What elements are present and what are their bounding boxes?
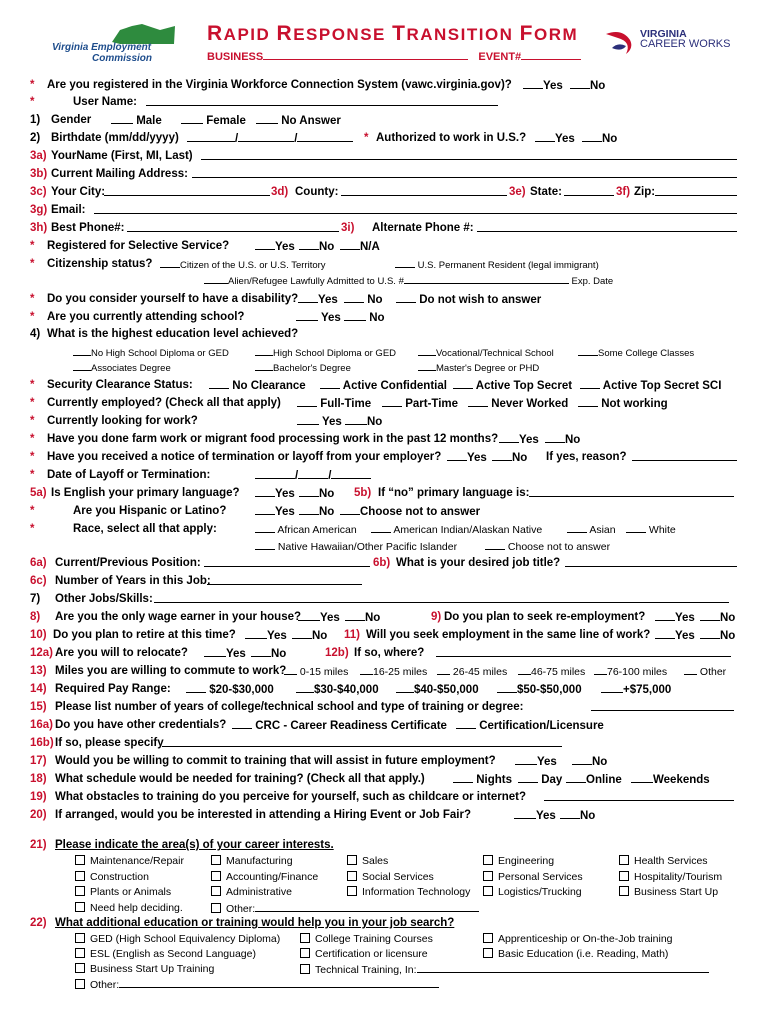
- commute-option[interactable]: 46-75 miles: [518, 663, 585, 680]
- q-number: 5a): [30, 487, 47, 499]
- wage-yes[interactable]: Yes: [298, 609, 340, 626]
- specify-label: If so, please specify: [55, 737, 164, 749]
- hispanic-no[interactable]: No: [299, 503, 334, 520]
- relocate-yes[interactable]: Yes: [204, 645, 246, 662]
- training-checkbox[interactable]: Other:: [75, 976, 439, 993]
- schedule-option[interactable]: Day: [518, 771, 562, 788]
- zip-field[interactable]: [655, 184, 737, 196]
- sameline-no[interactable]: No: [700, 627, 735, 644]
- q-number: 13): [30, 665, 47, 677]
- q-number: 12b): [325, 647, 349, 659]
- hispanic-choose-not[interactable]: Choose not to answer: [340, 503, 480, 520]
- reemploy-no[interactable]: No: [700, 609, 735, 626]
- reason-label: If yes, reason?: [546, 451, 627, 463]
- username-label: User Name:: [73, 96, 137, 108]
- training-checkbox[interactable]: College Training Courses: [300, 931, 433, 947]
- edu-option[interactable]: Bachelor's Degree: [255, 359, 351, 377]
- clearance-option[interactable]: Active Confidential: [320, 377, 447, 394]
- q-number: 16a): [30, 719, 54, 731]
- employed-option[interactable]: Never Worked: [468, 395, 568, 412]
- reason-field[interactable]: [632, 449, 737, 461]
- desired-field[interactable]: [565, 555, 737, 567]
- area-checkbox[interactable]: Maintenance/Repair: [75, 853, 184, 869]
- best-phone-label: Best Phone#:: [51, 222, 125, 234]
- pay-label: Required Pay Range:: [55, 683, 171, 695]
- disability-not-wish[interactable]: Do not wish to answer: [396, 291, 541, 308]
- required-star: *: [30, 397, 35, 409]
- disability-label: Do you consider yourself to have a disability?: [47, 293, 299, 305]
- interests-label: Please indicate the area(s) of your career interests.: [55, 839, 334, 851]
- where-field[interactable]: [436, 645, 731, 657]
- area-checkbox[interactable]: Plants or Animals: [75, 884, 171, 900]
- selective-yes[interactable]: Yes: [255, 238, 295, 255]
- username-field[interactable]: [146, 94, 498, 106]
- years-label: Number of Years in this Job:: [55, 575, 211, 587]
- commute-option[interactable]: 16-25 miles: [360, 663, 427, 680]
- county-field[interactable]: [341, 184, 507, 196]
- schedule-option[interactable]: Nights: [453, 771, 512, 788]
- disability-no[interactable]: No: [344, 291, 383, 308]
- q-number: 9): [431, 611, 442, 623]
- looking-no[interactable]: No: [345, 413, 382, 430]
- area-checkbox[interactable]: Engineering: [483, 853, 554, 869]
- commute-option[interactable]: Other: [684, 663, 726, 680]
- training-checkbox[interactable]: Basic Education (i.e. Reading, Math): [483, 946, 668, 962]
- english-label: Is English your primary language?: [51, 487, 240, 499]
- pay-option[interactable]: +$75,000: [601, 681, 671, 698]
- required-star: *: [30, 415, 35, 427]
- race-label: Race, select all that apply:: [73, 523, 217, 535]
- alt-phone-field[interactable]: [477, 220, 737, 232]
- required-star: *: [30, 311, 35, 323]
- registered-no[interactable]: No: [570, 77, 605, 94]
- attending-no[interactable]: No: [344, 309, 385, 326]
- q-number: 7): [30, 593, 41, 605]
- area-checkbox[interactable]: Accounting/Finance: [211, 869, 318, 885]
- area-checkbox[interactable]: Personal Services: [483, 869, 583, 885]
- q-number: 8): [30, 611, 41, 623]
- business-field[interactable]: [263, 49, 468, 60]
- farm-label: Have you done farm work or migrant food processing work in the past 12 months?: [47, 433, 499, 445]
- county-label: County:: [295, 186, 339, 198]
- training-checkbox[interactable]: Certification or licensure: [300, 946, 428, 962]
- email-label: Email:: [51, 204, 86, 216]
- required-star: *: [30, 293, 35, 305]
- english-yes[interactable]: Yes: [255, 485, 295, 502]
- birthdate-field[interactable]: / /: [187, 130, 353, 147]
- race-option[interactable]: African American: [255, 521, 357, 538]
- gender-female[interactable]: Female: [181, 112, 246, 129]
- clearance-option[interactable]: Active Top Secret SCI: [580, 377, 721, 394]
- required-star: *: [30, 433, 35, 445]
- where-label: If so, where?: [354, 647, 425, 659]
- employed-option[interactable]: Full-Time: [297, 395, 371, 412]
- notice-yes[interactable]: Yes: [447, 449, 487, 466]
- english-no[interactable]: No: [299, 485, 334, 502]
- zip-label: Zip:: [634, 186, 656, 198]
- position-field[interactable]: [204, 555, 370, 567]
- commit-label: Would you be willing to commit to training that will assist in future employment?: [55, 755, 496, 767]
- area-checkbox[interactable]: Other:: [211, 900, 479, 917]
- q-number: 12a): [30, 647, 54, 659]
- schedule-option[interactable]: Weekends: [631, 771, 710, 788]
- best-phone-field[interactable]: [127, 220, 339, 232]
- gender-male[interactable]: Male: [111, 112, 162, 129]
- obstacles-label: What obstacles to training do you perceive for yourself, such as childcare or internet?: [55, 791, 526, 803]
- authorized-yes[interactable]: Yes: [535, 130, 575, 147]
- q-number: 3c): [30, 186, 47, 198]
- alt-phone-label: Alternate Phone #:: [372, 222, 474, 234]
- disability-yes[interactable]: Yes: [298, 291, 338, 308]
- form-title: RAPID RESPONSE TRANSITION FORM: [207, 22, 579, 45]
- citizenship-alien[interactable]: Alien/Refugee Lawfully Admitted to U.S. # Exp. Date: [204, 272, 613, 290]
- selective-na[interactable]: N/A: [340, 238, 380, 255]
- education-label: What is the highest education level achieved?: [47, 328, 299, 340]
- retire-yes[interactable]: Yes: [245, 627, 287, 644]
- registered-yes[interactable]: Yes: [523, 77, 563, 94]
- layoff-label: Date of Layoff or Termination:: [47, 469, 211, 481]
- pay-option[interactable]: $30-$40,000: [296, 681, 379, 698]
- additional-label: What additional education or training would help you in your job search?: [55, 917, 455, 929]
- training-checkbox[interactable]: ESL (English as Second Language): [75, 946, 256, 962]
- training-checkbox[interactable]: Technical Training, In:: [300, 961, 709, 978]
- city-field[interactable]: [104, 184, 270, 196]
- years-field[interactable]: [207, 573, 362, 585]
- pay-option[interactable]: $50-$50,000: [497, 681, 582, 698]
- required-star: *: [30, 469, 35, 481]
- looking-yes[interactable]: Yes: [297, 413, 342, 430]
- q-number: 17): [30, 755, 47, 767]
- q-number: 3i): [341, 222, 355, 234]
- required-star: *: [30, 96, 35, 108]
- registered-label: Are you registered in the Virginia Workforce Connection System (vawc.virginia.gov)?: [47, 79, 512, 91]
- area-checkbox[interactable]: Construction: [75, 869, 149, 885]
- authorized-label: Authorized to work in U.S.?: [376, 132, 527, 144]
- primary-language-field[interactable]: [529, 485, 734, 497]
- hiring-yes[interactable]: Yes: [514, 807, 556, 824]
- sameline-yes[interactable]: Yes: [655, 627, 695, 644]
- employed-label: Currently employed? (Check all that apply): [47, 397, 281, 409]
- retire-no[interactable]: No: [292, 627, 327, 644]
- employed-option[interactable]: Part-Time: [382, 395, 458, 412]
- q-number: 16b): [30, 737, 54, 749]
- hiring-label: If arranged, would you be interested in attending a Hiring Event or Job Fair?: [55, 809, 471, 821]
- race-option[interactable]: White: [626, 521, 676, 538]
- city-label: Your City:: [51, 186, 106, 198]
- q-number: 3h): [30, 222, 48, 234]
- employed-option[interactable]: Not working: [578, 395, 668, 412]
- schedule-option[interactable]: Online: [566, 771, 622, 788]
- q-number: 19): [30, 791, 47, 803]
- area-checkbox[interactable]: Social Services: [347, 869, 434, 885]
- commute-label: Miles you are willing to commute to work?: [55, 665, 287, 677]
- q-number: 6c): [30, 575, 47, 587]
- attending-yes[interactable]: Yes: [296, 309, 341, 326]
- q-number: 11): [344, 629, 360, 641]
- vcw-logo-text: VIRGINIA CAREER WORKS: [640, 28, 731, 50]
- looking-label: Currently looking for work?: [47, 415, 198, 427]
- required-star: *: [30, 505, 35, 517]
- sameline-label: Will you seek employment in the same line of work?: [366, 629, 651, 641]
- clearance-option[interactable]: No Clearance: [209, 377, 306, 394]
- event-field[interactable]: [521, 49, 581, 60]
- college-field[interactable]: [591, 699, 734, 711]
- q-number: 3b): [30, 168, 48, 180]
- selective-no[interactable]: No: [299, 238, 334, 255]
- pay-option[interactable]: $40-$50,000: [396, 681, 479, 698]
- farm-no[interactable]: No: [545, 431, 580, 448]
- q-number: 6a): [30, 557, 47, 569]
- area-checkbox[interactable]: Hospitality/Tourism: [619, 869, 722, 885]
- credentials-crc[interactable]: CRC - Career Readiness Certificate: [232, 717, 447, 734]
- hiring-no[interactable]: No: [560, 807, 595, 824]
- selective-label: Registered for Selective Service?: [47, 240, 230, 252]
- other-jobs-label: Other Jobs/Skills:: [55, 593, 153, 605]
- race-option[interactable]: Native Hawaiian/Other Pacific Islander: [255, 538, 457, 555]
- commit-no[interactable]: No: [572, 753, 607, 770]
- required-star: *: [30, 79, 35, 91]
- area-checkbox[interactable]: Administrative: [211, 884, 292, 900]
- layoff-date-field[interactable]: / /: [255, 467, 371, 484]
- edu-option[interactable]: High School Diploma or GED: [255, 344, 396, 362]
- birthdate-label: Birthdate (mm/dd/yyyy): [51, 132, 179, 144]
- commute-option[interactable]: 0-15 miles: [284, 663, 348, 680]
- citizenship-label: Citizenship status?: [47, 258, 153, 270]
- q-number: 3d): [271, 186, 289, 198]
- event-label: EVENT#: [478, 51, 522, 63]
- state-field[interactable]: [564, 184, 614, 196]
- commit-yes[interactable]: Yes: [515, 753, 557, 770]
- edu-option[interactable]: Some College Classes: [578, 344, 694, 362]
- edu-option[interactable]: Vocational/Technical School: [418, 344, 554, 362]
- notice-label: Have you received a notice of termination or layoff from your employer?: [47, 451, 442, 463]
- race-option[interactable]: Choose not to answer: [485, 538, 610, 555]
- q-number: 3f): [616, 186, 631, 198]
- training-checkbox[interactable]: Business Start Up Training: [75, 961, 214, 977]
- gender-no-answer[interactable]: No Answer: [256, 112, 341, 129]
- pay-option[interactable]: $20-$30,000: [186, 681, 274, 698]
- q-number: 10): [30, 629, 47, 641]
- reemploy-label: Do you plan to seek re-employment?: [444, 611, 646, 623]
- q-number: 6b): [373, 557, 391, 569]
- area-checkbox[interactable]: Information Technology: [347, 884, 470, 900]
- q-number: 3a): [30, 150, 47, 162]
- name-label: YourName (First, MI, Last): [51, 150, 193, 162]
- farm-yes[interactable]: Yes: [499, 431, 539, 448]
- obstacles-field[interactable]: [544, 789, 734, 801]
- q-number: 3e): [509, 186, 526, 198]
- edu-option[interactable]: Associates Degree: [73, 359, 171, 377]
- desired-label: What is your desired job title?: [396, 557, 561, 569]
- schedule-label: What schedule would be needed for training? (Check all that apply.): [55, 773, 425, 785]
- attending-label: Are you currently attending school?: [47, 311, 245, 323]
- business-event-line: [207, 49, 581, 63]
- credentials-label: Do you have other credentials?: [55, 719, 227, 731]
- race-option[interactable]: Asian: [567, 521, 616, 538]
- clearance-option[interactable]: Active Top Secret: [453, 377, 572, 394]
- hispanic-label: Are you Hispanic or Latino?: [73, 505, 227, 517]
- authorized-no[interactable]: No: [582, 130, 617, 147]
- college-label: Please list number of years of college/technical school and type of training or degree:: [55, 701, 524, 713]
- q-number: 15): [30, 701, 47, 713]
- vec-logo-text: Virginia Employment Commission: [52, 42, 153, 64]
- commute-option[interactable]: 76-100 miles: [594, 663, 667, 680]
- required-star: *: [30, 240, 35, 252]
- q-number: 20): [30, 809, 47, 821]
- wage-no[interactable]: No: [345, 609, 380, 626]
- required-star: *: [30, 379, 35, 391]
- position-label: Current/Previous Position:: [55, 557, 201, 569]
- training-checkbox[interactable]: GED (High School Equivalency Diploma): [75, 931, 280, 947]
- q-number: 4): [30, 328, 41, 340]
- reemploy-yes[interactable]: Yes: [655, 609, 695, 626]
- primary-language-label: If “no” primary language is:: [378, 487, 530, 499]
- q-number: 5b): [354, 487, 372, 499]
- business-label: BUSINESS: [207, 51, 264, 63]
- q-number: 18): [30, 773, 47, 785]
- area-checkbox[interactable]: Sales: [347, 853, 388, 869]
- email-field[interactable]: [94, 202, 737, 214]
- address-field[interactable]: [192, 166, 737, 178]
- hispanic-yes[interactable]: Yes: [255, 503, 295, 520]
- area-checkbox[interactable]: Health Services: [619, 853, 708, 869]
- clearance-label: Security Clearance Status:: [47, 379, 193, 391]
- specify-field[interactable]: [162, 735, 562, 747]
- q-number: 2): [30, 132, 41, 144]
- citizenship-citizen[interactable]: Citizen of the U.S. or U.S. Territory: [160, 256, 326, 274]
- commute-option[interactable]: 26-45 miles: [437, 663, 507, 680]
- relocate-label: Are you will to relocate?: [55, 647, 188, 659]
- required-star: *: [30, 451, 35, 463]
- state-label: State:: [530, 186, 562, 198]
- area-checkbox[interactable]: Manufacturing: [211, 853, 293, 869]
- edu-option[interactable]: No High School Diploma or GED: [73, 344, 229, 362]
- q-number: 1): [30, 114, 41, 126]
- required-star: *: [30, 258, 35, 270]
- relocate-no[interactable]: No: [251, 645, 286, 662]
- edu-option[interactable]: Master's Degree or PHD: [418, 359, 539, 377]
- area-checkbox[interactable]: Need help deciding.: [75, 900, 183, 916]
- address-label: Current Mailing Address:: [51, 168, 188, 180]
- q-number: 22): [30, 917, 47, 929]
- citizenship-permanent[interactable]: U.S. Permanent Resident (legal immigrant): [395, 256, 599, 274]
- q-number: 14): [30, 683, 47, 695]
- race-option[interactable]: American Indian/Alaskan Native: [371, 521, 542, 538]
- training-checkbox[interactable]: Apprenticeship or On-the-Job training: [483, 931, 673, 947]
- area-checkbox[interactable]: Logistics/Trucking: [483, 884, 582, 900]
- retire-label: Do you plan to retire at this time?: [53, 629, 236, 641]
- wage-label: Are you the only wage earner in your house?: [55, 611, 302, 623]
- other-jobs-field[interactable]: [154, 591, 729, 603]
- area-checkbox[interactable]: Business Start Up: [619, 884, 718, 900]
- q-number: 21): [30, 839, 47, 851]
- notice-no[interactable]: No: [492, 449, 527, 466]
- name-field[interactable]: [201, 148, 737, 160]
- credentials-cert[interactable]: Certification/Licensure: [456, 717, 604, 734]
- required-star: *: [30, 523, 35, 535]
- required-star: *: [364, 132, 369, 144]
- gender-label: Gender: [51, 114, 92, 126]
- q-number: 3g): [30, 204, 48, 216]
